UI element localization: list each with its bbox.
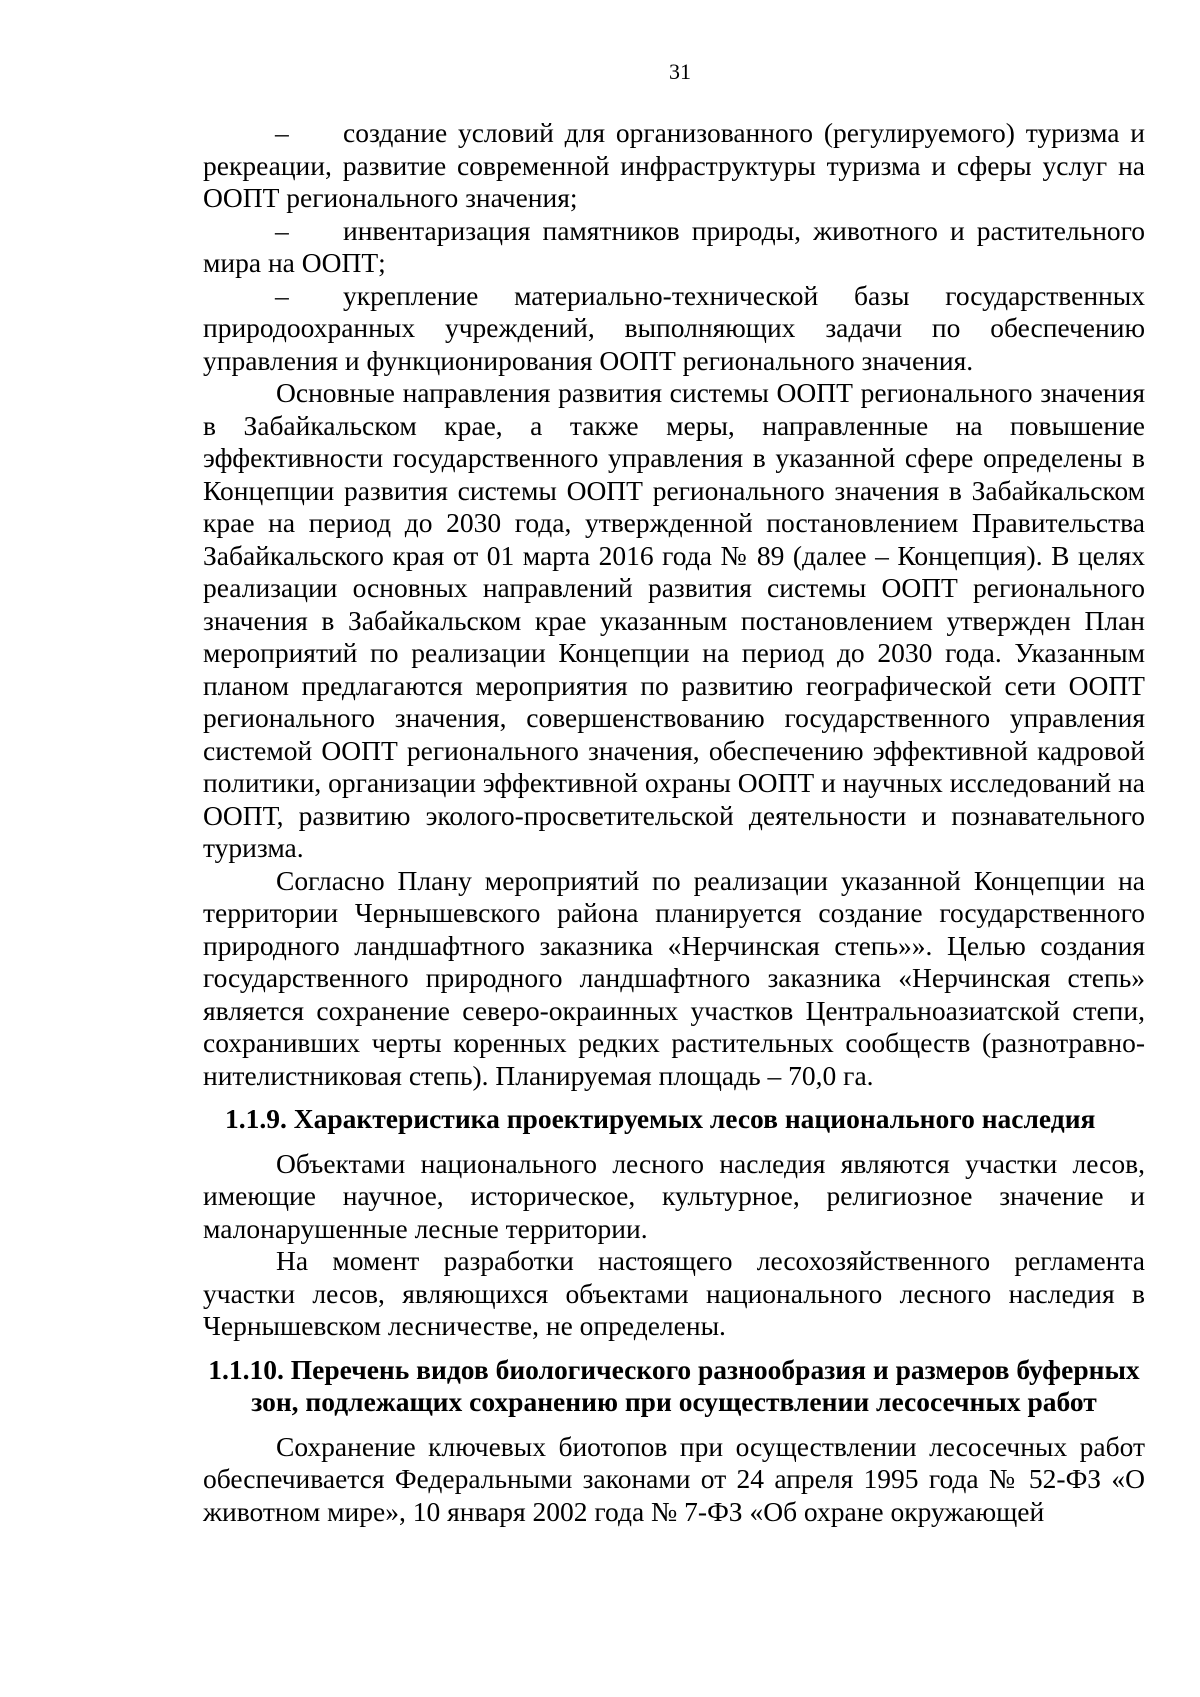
list-item-body: инвентаризация памятников природы, животного и растительного мира на ООПТ; (203, 214, 1145, 278)
list-item (203, 280, 1145, 378)
dash-marker: – (275, 279, 289, 311)
document-body (203, 117, 1145, 1528)
paragraph-heritage-status: На момент разработки настоящего лесохозяйственного регламента участки лесов, являющихся объектами национального лесного наследия в Чернышевском лесничестве, не определены. (203, 1245, 1145, 1341)
list-item-body: создание условий для организованного (регулируемого) туризма и рекреации, развитие современной инфраструктуры туризма и сферы услуг на ООПТ регионального значения; (203, 117, 1145, 213)
paragraph-heritage-objects: Объектами национального лесного наследия являются участки лесов, имеющие научное, историческое, культурное, религиозное значение и малонарушенные лесные территории. (203, 1147, 1145, 1244)
list-item-text (203, 280, 1145, 378)
list-item (203, 117, 1145, 215)
list-item-text (203, 215, 1145, 280)
paragraph-biotopes: Сохранение ключевых биотопов при осуществлении лесосечных работ обеспечивается Федеральными законами от 24 апреля 1995 года № 52-ФЗ «О животном мире», 10 января 2002 года № 7-ФЗ «Об охране окружающей (203, 1430, 1145, 1527)
section-heading-1-1-10: 1.1.10. Перечень видов биологического разнообразия и размеров буферных зон, подлежащих сохранению при осуществлении лесосечных работ (208, 1353, 1140, 1417)
list-item-body: укрепление материально-технической базы государственных природоохранных учреждений, выполняющих задачи по обеспечению управления и функционирования ООПТ регионального значения. (203, 279, 1145, 376)
paragraph-plan: Согласно Плану мероприятий по реализации указанной Концепции на территории Чернышевского района планируется создание государственного природного ландшафтного заказника «Нерчинская степь»». Целью создания государственного природного ландшафтного заказника «Нерчинская степь» является сохранение северо-окраинных участков Центральноазиатской степи, сохранивших черты коренных редких растительных сообществ (разнотравно-нителистниковая степь). Планируемая площадь – 70,0 га. (203, 864, 1145, 1091)
section-heading-1-1-9: 1.1.9. Характеристика проектируемых лесов национального наследия (225, 1103, 1096, 1134)
dash-marker: – (275, 214, 289, 246)
paragraph-concept: Основные направления развития системы ООПТ регионального значения в Забайкальском крае, а также меры, направленные на повышение эффективности государственного управления в указанной сфере определены в Концепции развития системы ООПТ регионального значения в Забайкальском крае на период до 2030 года, утвержденной постановлением Правительства Забайкальского края от 01 марта 2016 года № 89 (далее – Концепция). В целях реализации основных направлений развития системы ООПТ регионального значения в Забайкальском крае указанным постановлением утвержден План мероприятий по реализации Концепции на период до 2030 года. Указанным планом предлагаются мероприятия по развитию географической сети ООПТ регионального значения, совершенствованию государственного управления системой ООПТ регионального значения, обеспечению эффективной кадровой политики, организации эффективной охраны ООПТ и научных исследований на ООПТ, развитию эколого-просветительской деятельности и познавательного туризма. (203, 377, 1145, 863)
dash-marker: – (275, 117, 289, 148)
list-item-text (203, 117, 1145, 215)
list-item (203, 215, 1145, 280)
page-number: 31 (669, 59, 691, 84)
